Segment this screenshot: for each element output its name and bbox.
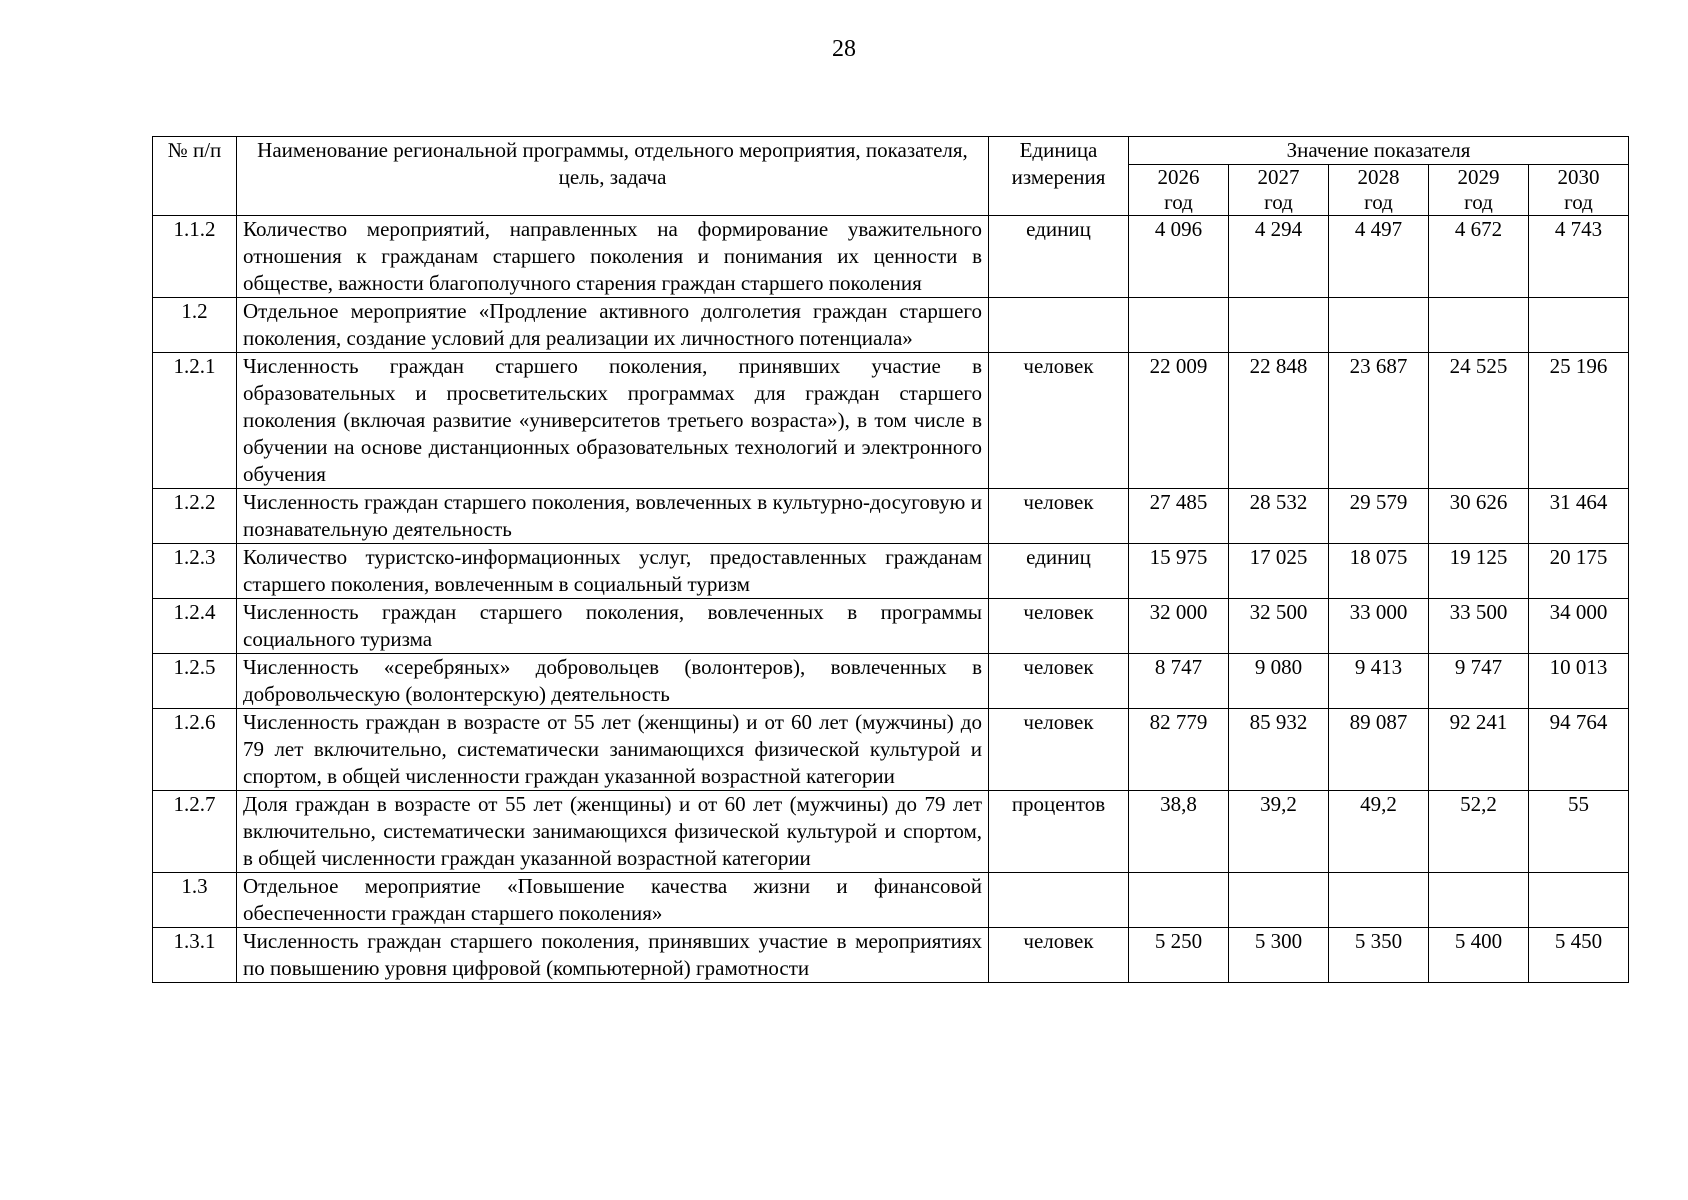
- header-year-2029: [1429, 165, 1529, 216]
- value-2027: [1229, 873, 1329, 928]
- value-2026: 32 000: [1129, 599, 1229, 654]
- year-label: 2030: [1557, 165, 1600, 189]
- header-value: Значение показателя: [1129, 137, 1629, 165]
- row-name: Отдельное мероприятие «Продление активного долголетия граждан старшего поколения, создание условий для реализации их личностного потенциала»: [237, 298, 989, 353]
- value-2028: [1329, 298, 1429, 353]
- header-year-2028: [1329, 165, 1429, 216]
- value-2029: 92 241: [1429, 709, 1529, 791]
- row-number: 1.2.6: [153, 709, 237, 791]
- value-2030: 5 450: [1529, 928, 1629, 983]
- year-suffix: год: [1364, 190, 1393, 214]
- indicators-table: [152, 136, 1629, 983]
- value-2026: 4 096: [1129, 216, 1229, 298]
- table-row: [153, 928, 1629, 983]
- value-2027: 4 294: [1229, 216, 1329, 298]
- value-2030: 4 743: [1529, 216, 1629, 298]
- value-2029: 52,2: [1429, 791, 1529, 873]
- page-number: 28: [832, 36, 856, 62]
- header-name: Наименование региональной программы, отдельного мероприятия, показателя, цель, задача: [237, 137, 989, 216]
- row-unit: человек: [989, 709, 1129, 791]
- value-2028: 5 350: [1329, 928, 1429, 983]
- header-year-2030: [1529, 165, 1629, 216]
- value-2027: 85 932: [1229, 709, 1329, 791]
- header-num: № п/п: [153, 137, 237, 216]
- value-2028: 89 087: [1329, 709, 1429, 791]
- row-number: 1.3.1: [153, 928, 237, 983]
- row-name: Доля граждан в возрасте от 55 лет (женщины) и от 60 лет (мужчины) до 79 лет включительно, систематически занимающихся физической культурой и спортом, в общей численности граждан указанной возрастной категории: [237, 791, 989, 873]
- value-2030: [1529, 873, 1629, 928]
- value-2028: [1329, 873, 1429, 928]
- table-row: [153, 489, 1629, 544]
- value-2030: 10 013: [1529, 654, 1629, 709]
- value-2028: 18 075: [1329, 544, 1429, 599]
- table-row: [153, 216, 1629, 298]
- header-unit: Единица измерения: [989, 137, 1129, 216]
- year-suffix: год: [1264, 190, 1293, 214]
- row-number: 1.2.4: [153, 599, 237, 654]
- row-number: 1.3: [153, 873, 237, 928]
- value-2027: 17 025: [1229, 544, 1329, 599]
- value-2027: 32 500: [1229, 599, 1329, 654]
- row-unit: человек: [989, 353, 1129, 489]
- row-number: 1.2.5: [153, 654, 237, 709]
- value-2027: [1229, 298, 1329, 353]
- table-row: [153, 873, 1629, 928]
- value-2027: 5 300: [1229, 928, 1329, 983]
- value-2026: 15 975: [1129, 544, 1229, 599]
- value-2026: [1129, 298, 1229, 353]
- value-2030: 31 464: [1529, 489, 1629, 544]
- row-name: Количество туристско-информационных услуг, предоставленных гражданам старшего поколения, вовлеченным в социальный туризм: [237, 544, 989, 599]
- row-name: Численность граждан старшего поколения, вовлеченных в культурно-досуговую и познавательную деятельность: [237, 489, 989, 544]
- table-row: [153, 353, 1629, 489]
- row-name: Численность граждан старшего поколения, вовлеченных в программы социального туризма: [237, 599, 989, 654]
- value-2029: 9 747: [1429, 654, 1529, 709]
- table-row: [153, 654, 1629, 709]
- value-2027: 22 848: [1229, 353, 1329, 489]
- value-2029: 30 626: [1429, 489, 1529, 544]
- row-unit: единиц: [989, 216, 1129, 298]
- row-name: Численность «серебряных» добровольцев (волонтеров), вовлеченных в добровольческую (волонтерскую) деятельность: [237, 654, 989, 709]
- value-2028: 49,2: [1329, 791, 1429, 873]
- year-label: 2026: [1157, 165, 1200, 189]
- header-year-2027: [1229, 165, 1329, 216]
- row-number: 1.2.3: [153, 544, 237, 599]
- year-suffix: год: [1464, 190, 1493, 214]
- row-number: 1.2.1: [153, 353, 237, 489]
- row-unit: единиц: [989, 544, 1129, 599]
- value-2030: 94 764: [1529, 709, 1629, 791]
- year-label: 2029: [1457, 165, 1500, 189]
- value-2026: 38,8: [1129, 791, 1229, 873]
- value-2026: 5 250: [1129, 928, 1229, 983]
- row-unit: человек: [989, 928, 1129, 983]
- value-2029: 24 525: [1429, 353, 1529, 489]
- row-number: 1.2.2: [153, 489, 237, 544]
- value-2030: 34 000: [1529, 599, 1629, 654]
- value-2026: 27 485: [1129, 489, 1229, 544]
- row-unit: человек: [989, 489, 1129, 544]
- row-unit: [989, 298, 1129, 353]
- row-name: Численность граждан старшего поколения, принявших участие в образовательных и просветительских программах для граждан старшего поколения (включая развитие «университетов третьего возраста»), в том числе в обучении на основе дистанционных образовательных технологий и электронного обучения: [237, 353, 989, 489]
- row-unit: процентов: [989, 791, 1129, 873]
- row-name: Численность граждан в возрасте от 55 лет (женщины) и от 60 лет (мужчины) до 79 лет включительно, систематически занимающихся физической культурой и спортом, в общей численности граждан указанной возрастной категории: [237, 709, 989, 791]
- year-label: 2028: [1357, 165, 1400, 189]
- value-2026: 8 747: [1129, 654, 1229, 709]
- table-row: [153, 544, 1629, 599]
- table-row: [153, 791, 1629, 873]
- row-name: Количество мероприятий, направленных на формирование уважительного отношения к гражданам старшего поколения и понимания их ценности в обществе, важности благополучного старения граждан старшего поколения: [237, 216, 989, 298]
- table-row: [153, 709, 1629, 791]
- value-2029: 5 400: [1429, 928, 1529, 983]
- value-2029: [1429, 873, 1529, 928]
- row-unit: [989, 873, 1129, 928]
- value-2028: 4 497: [1329, 216, 1429, 298]
- row-unit: человек: [989, 654, 1129, 709]
- row-unit: человек: [989, 599, 1129, 654]
- value-2026: 22 009: [1129, 353, 1229, 489]
- year-suffix: год: [1164, 190, 1193, 214]
- row-name: Численность граждан старшего поколения, принявших участие в мероприятиях по повышению уровня цифровой (компьютерной) грамотности: [237, 928, 989, 983]
- value-2028: 23 687: [1329, 353, 1429, 489]
- year-label: 2027: [1257, 165, 1300, 189]
- value-2027: 39,2: [1229, 791, 1329, 873]
- table-row: [153, 298, 1629, 353]
- value-2030: 55: [1529, 791, 1629, 873]
- row-number: 1.2: [153, 298, 237, 353]
- value-2029: 33 500: [1429, 599, 1529, 654]
- header-year-2026: [1129, 165, 1229, 216]
- value-2029: 4 672: [1429, 216, 1529, 298]
- row-number: 1.1.2: [153, 216, 237, 298]
- value-2028: 29 579: [1329, 489, 1429, 544]
- table-body: [153, 216, 1629, 983]
- row-name: Отдельное мероприятие «Повышение качества жизни и финансовой обеспеченности граждан старшего поколения»: [237, 873, 989, 928]
- value-2027: 9 080: [1229, 654, 1329, 709]
- value-2028: 33 000: [1329, 599, 1429, 654]
- value-2030: 20 175: [1529, 544, 1629, 599]
- value-2029: 19 125: [1429, 544, 1529, 599]
- value-2028: 9 413: [1329, 654, 1429, 709]
- year-suffix: год: [1564, 190, 1593, 214]
- header-row: [153, 137, 1629, 165]
- row-number: 1.2.7: [153, 791, 237, 873]
- value-2026: 82 779: [1129, 709, 1229, 791]
- value-2026: [1129, 873, 1229, 928]
- value-2027: 28 532: [1229, 489, 1329, 544]
- value-2029: [1429, 298, 1529, 353]
- value-2030: [1529, 298, 1629, 353]
- value-2030: 25 196: [1529, 353, 1629, 489]
- table-row: [153, 599, 1629, 654]
